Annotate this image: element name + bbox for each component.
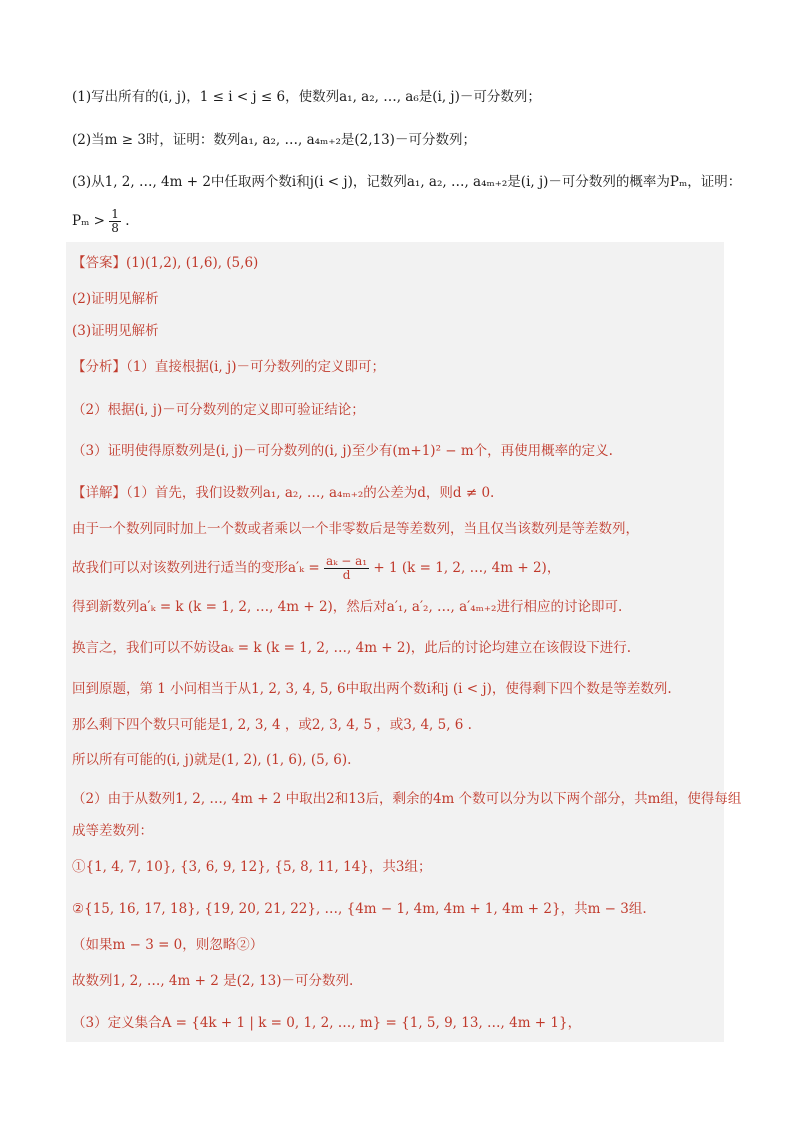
question-3-line-2 bbox=[72, 208, 724, 235]
question-3-prefix: Pₘ > bbox=[72, 213, 110, 229]
fraction-denominator: 8 bbox=[111, 221, 119, 235]
analysis-3: （3）证明使得原数列是(i, j)－可分数列的(i, j)至少有(m+1)² − m个，再使用概率的定义. bbox=[72, 443, 613, 459]
question-3-line-1: (3)从1, 2, …, 4m + 2中任取两个数i和j(i < j)，记数列a₁, a₂, …, a₄ₘ₊₂是(i, j)－可分数列的概率为Pₘ，证明： bbox=[72, 174, 742, 190]
detail-13: （如果m − 3 = 0，则忽略②） bbox=[72, 937, 264, 953]
fraction-numerator: 1 bbox=[111, 207, 119, 221]
detail-label: 【详解】 bbox=[72, 485, 126, 501]
answer-1: (1)(1,2), (1,6), (5,6) bbox=[126, 255, 259, 271]
analysis-2: （2）根据(i, j)－可分数列的定义即可验证结论； bbox=[72, 402, 365, 418]
answer-3: (3)证明见解析 bbox=[72, 323, 159, 339]
detail-3-prefix: 故我们可以对该数列进行适当的变形a′ₖ = bbox=[72, 560, 324, 576]
question-1: (1)写出所有的(i, j)，1 ≤ i < j ≤ 6，使数列a₁, a₂, …, a₆是(i, j)－可分数列； bbox=[72, 89, 541, 105]
detail-10: 成等差数列： bbox=[72, 823, 153, 839]
detail-line-1 bbox=[72, 484, 724, 502]
answer-2: (2)证明见解析 bbox=[72, 291, 159, 307]
question-3-suffix: . bbox=[125, 213, 130, 229]
detail-11: ①{1, 4, 7, 10}, {3, 6, 9, 12}, {5, 8, 11, 14}，共3组； bbox=[72, 859, 432, 875]
fraction-one-eighth bbox=[109, 208, 121, 235]
detail-3-suffix: + 1 (k = 1, 2, …, 4m + 2)， bbox=[373, 560, 561, 576]
detail-8: 所以所有可能的(i, j)就是(1, 2), (1, 6), (5, 6). bbox=[72, 752, 352, 768]
answer-label: 【答案】 bbox=[72, 255, 126, 271]
detail-1: （1）首先，我们设数列a₁, a₂, …, a₄ₘ₊₂的公差为d，则d ≠ 0. bbox=[126, 485, 495, 501]
analysis-line-1 bbox=[72, 358, 724, 376]
fraction-transform bbox=[324, 555, 369, 582]
detail-3 bbox=[72, 555, 724, 582]
detail-15: （3）定义集合A = {4k + 1 | k = 0, 1, 2, …, m} = {1, 5, 9, 13, …, 4m + 1}， bbox=[72, 1015, 582, 1031]
detail-9: （2）由于从数列1, 2, …, 4m + 2 中取出2和13后，剩余的4m 个数可以分为以下两个部分，共m组，使得每组 bbox=[72, 791, 742, 807]
detail-6: 回到原题，第 1 小问相当于从1, 2, 3, 4, 5, 6中取出两个数i和j (i < j)，使得剩下四个数是等差数列. bbox=[72, 681, 672, 697]
answer-line-1 bbox=[72, 254, 724, 272]
detail-14: 故数列1, 2, …, 4m + 2 是(2, 13)－可分数列. bbox=[72, 973, 354, 989]
detail-4: 得到新数列a′ₖ = k (k = 1, 2, …, 4m + 2)，然后对a′₁, a′₂, …, a′₄ₘ₊₂进行相应的讨论即可. bbox=[72, 599, 623, 615]
fraction-transform-denominator: d bbox=[342, 568, 351, 582]
detail-7: 那么剩下四个数只可能是1, 2, 3, 4 ，或2, 3, 4, 5 ，或3, 4, 5, 6 . bbox=[72, 717, 472, 733]
analysis-1: （1）直接根据(i, j)－可分数列的定义即可； bbox=[126, 359, 385, 375]
detail-2: 由于一个数列同时加上一个数或者乘以一个非零数后是等差数列，当且仅当该数列是等差数列， bbox=[72, 521, 639, 537]
fraction-transform-numerator: aₖ − a₁ bbox=[325, 554, 368, 568]
detail-12: ②{15, 16, 17, 18}, {19, 20, 21, 22}, …, {4m − 1, 4m, 4m + 1, 4m + 2}，共m − 3组. bbox=[72, 901, 647, 917]
question-2: (2)当m ≥ 3时，证明：数列a₁, a₂, …, a₄ₘ₊₂是(2,13)－可分数列； bbox=[72, 132, 476, 148]
analysis-label: 【分析】 bbox=[72, 359, 126, 375]
detail-5: 换言之，我们可以不妨设aₖ = k (k = 1, 2, …, 4m + 2)，此后的讨论均建立在该假设下进行. bbox=[72, 640, 632, 656]
